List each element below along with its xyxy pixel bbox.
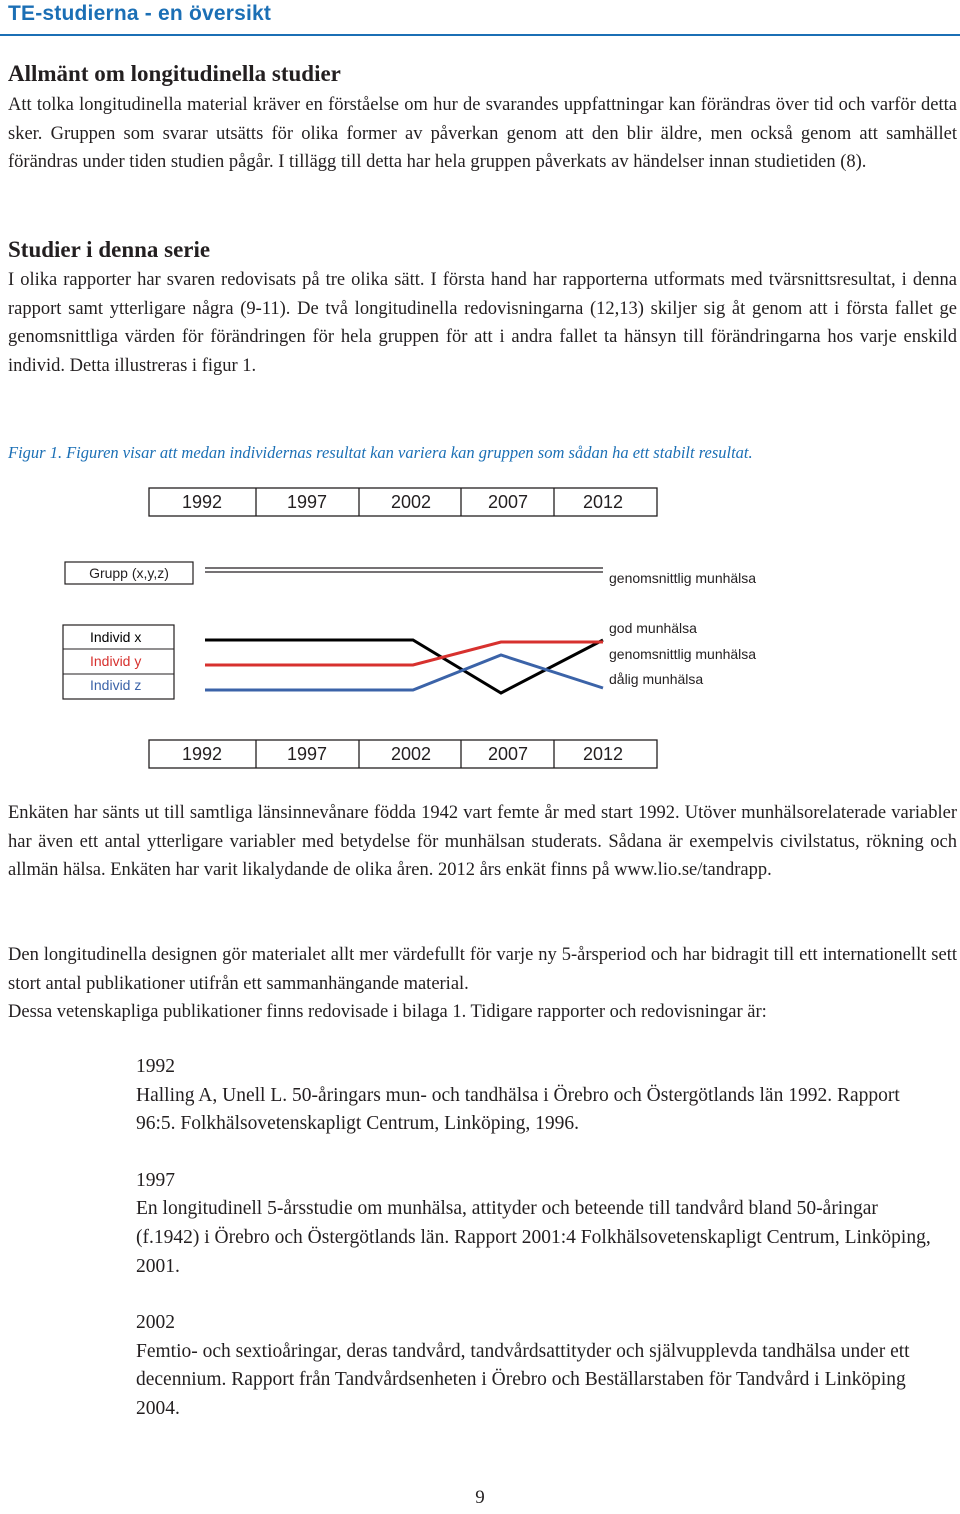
- reference-text: Femtio- och sextioåringar, deras tandvård, tandvårdsattityder och självupplevda tandhälsa under ett decennium. Rapport från Tandvårdsenheten i Örebro och Beställarstaben för Tandvård i Linköping 2004.: [136, 1340, 910, 1419]
- section-paragraph-survey: [8, 799, 957, 885]
- figure-caption-text: Figuren visar att medan individernas resultat kan variera kan gruppen som sådan ha ett stabilt resultat.: [66, 443, 753, 462]
- year-top-2002: 2002: [390, 492, 432, 512]
- paragraph-text: Enkäten har sänts ut till samtliga länsinnevånare födda 1942 vart femte år med start 1992. Utöver munhälsorelaterade variabler har även ett antal ytterligare variabler med betydelse för munhälsan studerats. Sådana är exempelvis civilstatus, rökning och allmän hälsa. Enkäten har varit likalydande de olika åren. 2012 års enkät finns på www.lio.se/tandrapp.: [8, 803, 957, 881]
- page-header-title: TE-studierna - en översikt: [8, 2, 272, 25]
- year-top-2012: 2012: [582, 492, 624, 512]
- right-label-good: god munhälsa: [609, 620, 697, 636]
- year-row-bottom: [149, 740, 657, 768]
- year-top-2007: 2007: [487, 492, 529, 512]
- year-top-1997: 1997: [286, 492, 328, 512]
- reference-item: [136, 1167, 936, 1281]
- right-label-poor: dålig munhälsa: [609, 671, 704, 687]
- right-label-average: genomsnittlig munhälsa: [609, 646, 757, 662]
- reference-text: En longitudinell 5-årsstudie om munhälsa, attityder och beteende till tandvård bland 50-åringar (f.1942) i Örebro och Östergötlands län. Rapport 2001:4 Folkhälsovetenskapligt Centrum, Linköping, 2001.: [136, 1198, 931, 1277]
- paragraph-text: Dessa vetenskapliga publikationer finns redovisade i bilaga 1. Tidigare rapporter och redovisningar är:: [8, 1002, 767, 1023]
- year-top-1992: 1992: [181, 492, 223, 512]
- year-bottom-1997: 1997: [286, 744, 328, 764]
- figure-diagram: [0, 480, 960, 780]
- paragraph-text: I olika rapporter har svaren redovisats på tre olika sätt. I första hand har rapporterna utformats med tvärsnittsresultat, i denna rapport samt ytterligare några (9-11). De två longitudinella redovisningarna (12,13) skiljer sig åt genom att i första fallet ge genomsnittliga värden för förändringen för hela gruppen för att i andra fallet ta hänsyn till förändringarna hos varje enskild individ. Detta illustreras i figur 1.: [8, 270, 957, 376]
- section-heading-series: Studier i denna serie: [8, 237, 211, 262]
- paragraph-text: Den longitudinella designen gör materialet allt mer värdefullt för varje ny 5-årsperiod och har bidragit till ett internationellt sett stort antal publikationer utifrån ett sammanhängande material.: [8, 945, 957, 994]
- reference-text: Halling A, Unell L. 50-åringars mun- och tandhälsa i Örebro och Östergötlands län 1992. Rapport 96:5. Folkhälsovetenskapligt Centrum, Linköping, 1996.: [136, 1084, 900, 1135]
- individual-z-label: Individ z: [90, 677, 142, 693]
- page-number: 9: [475, 1487, 485, 1508]
- individuals-legend: [63, 625, 174, 699]
- figure-caption: [8, 443, 958, 463]
- year-bottom-1992: 1992: [181, 744, 223, 764]
- individual-y-label: Individ y: [90, 653, 142, 669]
- section-paragraph-series: [8, 266, 957, 380]
- year-bottom-2007: 2007: [487, 744, 529, 764]
- year-bottom-2002: 2002: [390, 744, 432, 764]
- section-paragraph-longitudinal: [8, 91, 957, 177]
- reference-year: 1992: [136, 1056, 175, 1077]
- year-row-top: [149, 488, 657, 516]
- reference-year: 1997: [136, 1169, 175, 1191]
- reference-item: [136, 1053, 936, 1139]
- individual-y-line: [205, 642, 603, 665]
- individual-x-label: Individ x: [90, 629, 142, 645]
- reference-list: [136, 1053, 936, 1452]
- group-label: Grupp (x,y,z): [89, 565, 169, 581]
- reference-item: [136, 1309, 936, 1423]
- reference-year: 2002: [136, 1312, 175, 1334]
- year-bottom-2012: 2012: [582, 744, 624, 764]
- group-right-label: genomsnittlig munhälsa: [609, 570, 757, 586]
- section-paragraph-design: [8, 941, 957, 1027]
- header-rule: [0, 34, 960, 36]
- figure-caption-label: Figur 1.: [8, 443, 63, 462]
- paragraph-text: Att tolka longitudinella material kräver en förståelse om hur de svarandes uppfattningar kan förändras över tid och varför detta sker. Gruppen som svarar utsätts för olika former av påverkan genom att den blir äldre, men också genom att samhället förändras under tiden studien pågår. I tillägg till detta har hela gruppen påverkats av händelser innan studietiden (8).: [8, 95, 957, 173]
- section-heading-longitudinal: Allmänt om longitudinella studier: [8, 61, 341, 86]
